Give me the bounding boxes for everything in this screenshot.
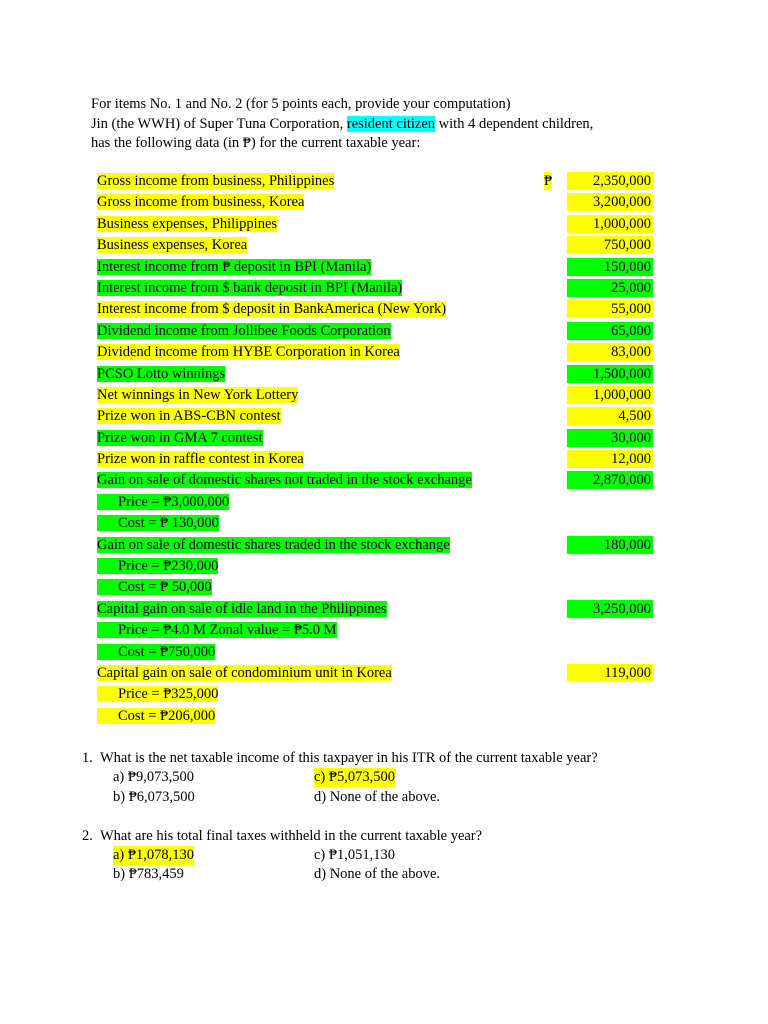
item-label <box>97 279 402 297</box>
data-row <box>97 556 657 577</box>
data-row <box>97 470 657 491</box>
item-label <box>97 365 225 383</box>
row-amount: 4,500 <box>567 407 653 425</box>
row-label-text: Cost = ₱ 50,000 <box>97 579 212 595</box>
intro-line-2-end: with 4 dependent children, <box>435 115 594 132</box>
data-row <box>97 385 657 406</box>
data-row <box>97 321 657 342</box>
row-label-text: Cost = ₱750,000 <box>97 644 215 660</box>
data-row <box>97 257 657 278</box>
question-2-option-b[interactable]: b) ₱783,459 <box>113 866 184 882</box>
row-label-text: Gross income from business, Korea <box>97 194 305 211</box>
question-1-stem <box>82 749 598 768</box>
item-label <box>97 258 371 276</box>
item-label <box>97 322 391 340</box>
row-amount: 180,000 <box>567 536 653 554</box>
row-label-text: Prize won in GMA 7 contest <box>97 429 263 446</box>
row-label-text: Price = ₱325,000 <box>97 686 218 702</box>
item-label <box>97 536 450 554</box>
sub-item-label <box>97 685 218 703</box>
row-label-text: Price = ₱230,000 <box>97 558 218 574</box>
data-row <box>97 663 657 684</box>
sub-item-label <box>97 493 229 511</box>
question-2 <box>82 827 482 886</box>
row-amount: 150,000 <box>567 258 653 276</box>
sub-item-label <box>97 557 218 575</box>
data-row <box>97 513 657 534</box>
data-row <box>97 620 657 641</box>
row-amount: 1,500,000 <box>567 365 653 383</box>
data-row <box>97 642 657 663</box>
sub-item-label <box>97 621 337 639</box>
row-label-text: Gain on sale of domestic shares not traded in the stock exchange <box>97 472 472 489</box>
row-amount: 83,000 <box>567 343 653 361</box>
row-label-text: Cost = ₱206,000 <box>97 708 215 724</box>
row-label-text: Interest income from $ deposit in BankAmerica (New York) <box>97 301 447 318</box>
row-label-text: PCSO Lotto winnings <box>97 365 226 382</box>
data-row <box>97 492 657 513</box>
row-amount: 750,000 <box>567 236 653 254</box>
data-row <box>97 214 657 235</box>
row-label-text: Price = ₱4.0 M Zonal value = ₱5.0 M <box>97 622 337 638</box>
row-amount: 1,000,000 <box>567 386 653 404</box>
row-label-text: Prize won in raffle contest in Korea <box>97 451 304 468</box>
row-label-text: Dividend income from Jollibee Foods Corporation <box>97 322 391 339</box>
data-row <box>97 278 657 299</box>
item-label <box>97 471 472 489</box>
row-amount: 25,000 <box>567 279 653 297</box>
row-label-text: Gross income from business, Philippines <box>97 173 335 189</box>
row-label-text: Prize won in ABS-CBN contest <box>97 408 281 425</box>
question-1-number: 1. <box>82 750 93 766</box>
data-row <box>97 342 657 363</box>
row-label-text: Price = ₱3,000,000 <box>97 494 229 510</box>
item-label <box>97 450 304 468</box>
item-label <box>97 600 387 618</box>
row-amount: 12,000 <box>567 450 653 468</box>
item-label <box>97 407 281 425</box>
item-label <box>97 429 263 447</box>
question-1-option-d[interactable]: d) None of the above. <box>314 789 441 805</box>
data-row <box>97 299 657 320</box>
row-amount: 119,000 <box>567 664 653 682</box>
intro-line-2 <box>91 115 691 135</box>
question-2-option-a[interactable]: a) ₱1,078,130 <box>113 847 194 863</box>
item-label <box>97 664 392 682</box>
data-row <box>97 428 657 449</box>
item-label <box>97 193 304 211</box>
item-label <box>97 300 446 318</box>
row-label-text: Business expenses, Philippines <box>97 215 278 232</box>
intro-line-2-start: Jin (the WWH) of Super Tuna Corporation, <box>91 115 347 132</box>
question-2-options <box>82 846 482 886</box>
row-label-text: Interest income from $ bank deposit in BPI (Manila) <box>97 279 403 296</box>
data-row <box>97 406 657 427</box>
data-row <box>97 171 657 192</box>
data-row <box>97 577 657 598</box>
resident-citizen-highlight: resident citizen <box>346 115 436 132</box>
data-row <box>97 449 657 470</box>
row-label-text: Cost = ₱ 130,000 <box>97 515 219 531</box>
item-label <box>97 215 277 233</box>
row-label-text: Interest income from ₱ deposit in BPI (Manila) <box>97 258 372 275</box>
row-amount: 65,000 <box>567 322 653 340</box>
question-1 <box>82 749 598 808</box>
question-2-text: What are his total final taxes withheld in the current taxable year? <box>100 828 483 844</box>
data-row <box>97 706 657 727</box>
question-1-option-a[interactable]: a) ₱9,073,500 <box>113 769 194 785</box>
sub-item-label <box>97 514 219 532</box>
question-2-stem <box>82 827 482 846</box>
row-label-text: Business expenses, Korea <box>97 237 248 254</box>
item-label <box>97 236 247 254</box>
data-row <box>97 599 657 620</box>
question-2-option-d[interactable]: d) None of the above. <box>314 866 441 882</box>
question-1-option-b[interactable]: b) ₱6,073,500 <box>113 789 195 805</box>
row-amount: 2,870,000 <box>567 471 653 489</box>
question-2-option-c[interactable]: c) ₱1,051,130 <box>314 847 395 863</box>
sub-item-label <box>97 643 215 661</box>
row-label-text: Capital gain on sale of idle land in the Philippines <box>97 600 387 617</box>
question-1-options <box>82 768 598 808</box>
row-label-text: Gain on sale of domestic shares traded in the stock exchange <box>97 536 450 553</box>
data-row <box>97 535 657 556</box>
item-label <box>97 386 298 404</box>
sub-item-label <box>97 578 212 596</box>
question-1-option-c[interactable]: c) ₱5,073,500 <box>314 769 395 785</box>
row-label-text: Dividend income from HYBE Corporation in Korea <box>97 344 400 361</box>
intro-line-1: For items No. 1 and No. 2 (for 5 points each, provide your computation) <box>91 96 511 112</box>
peso-symbol: ₱ <box>544 173 553 189</box>
row-label-text: Net winnings in New York Lottery <box>97 386 299 403</box>
data-row <box>97 684 657 705</box>
row-label-text: Capital gain on sale of condominium unit in Korea <box>97 664 392 681</box>
question-1-text: What is the net taxable income of this taxpayer in his ITR of the current taxable year? <box>100 750 598 766</box>
row-amount: 1,000,000 <box>567 215 653 233</box>
row-amount: 55,000 <box>567 300 653 318</box>
data-row <box>97 364 657 385</box>
intro-line-3: has the following data (in ₱) for the current taxable year: <box>91 135 421 151</box>
row-amount: 30,000 <box>567 429 653 447</box>
sub-item-label <box>97 707 215 725</box>
problem-intro <box>91 95 691 154</box>
row-amount: 3,250,000 <box>567 600 653 618</box>
question-2-number: 2. <box>82 828 93 844</box>
row-amount: 3,200,000 <box>567 193 653 211</box>
data-row <box>97 192 657 213</box>
item-label <box>97 343 400 361</box>
row-amount: 2,350,000 <box>567 172 653 190</box>
data-row <box>97 235 657 256</box>
taxpayer-data-table <box>97 171 657 727</box>
item-label <box>97 172 334 190</box>
